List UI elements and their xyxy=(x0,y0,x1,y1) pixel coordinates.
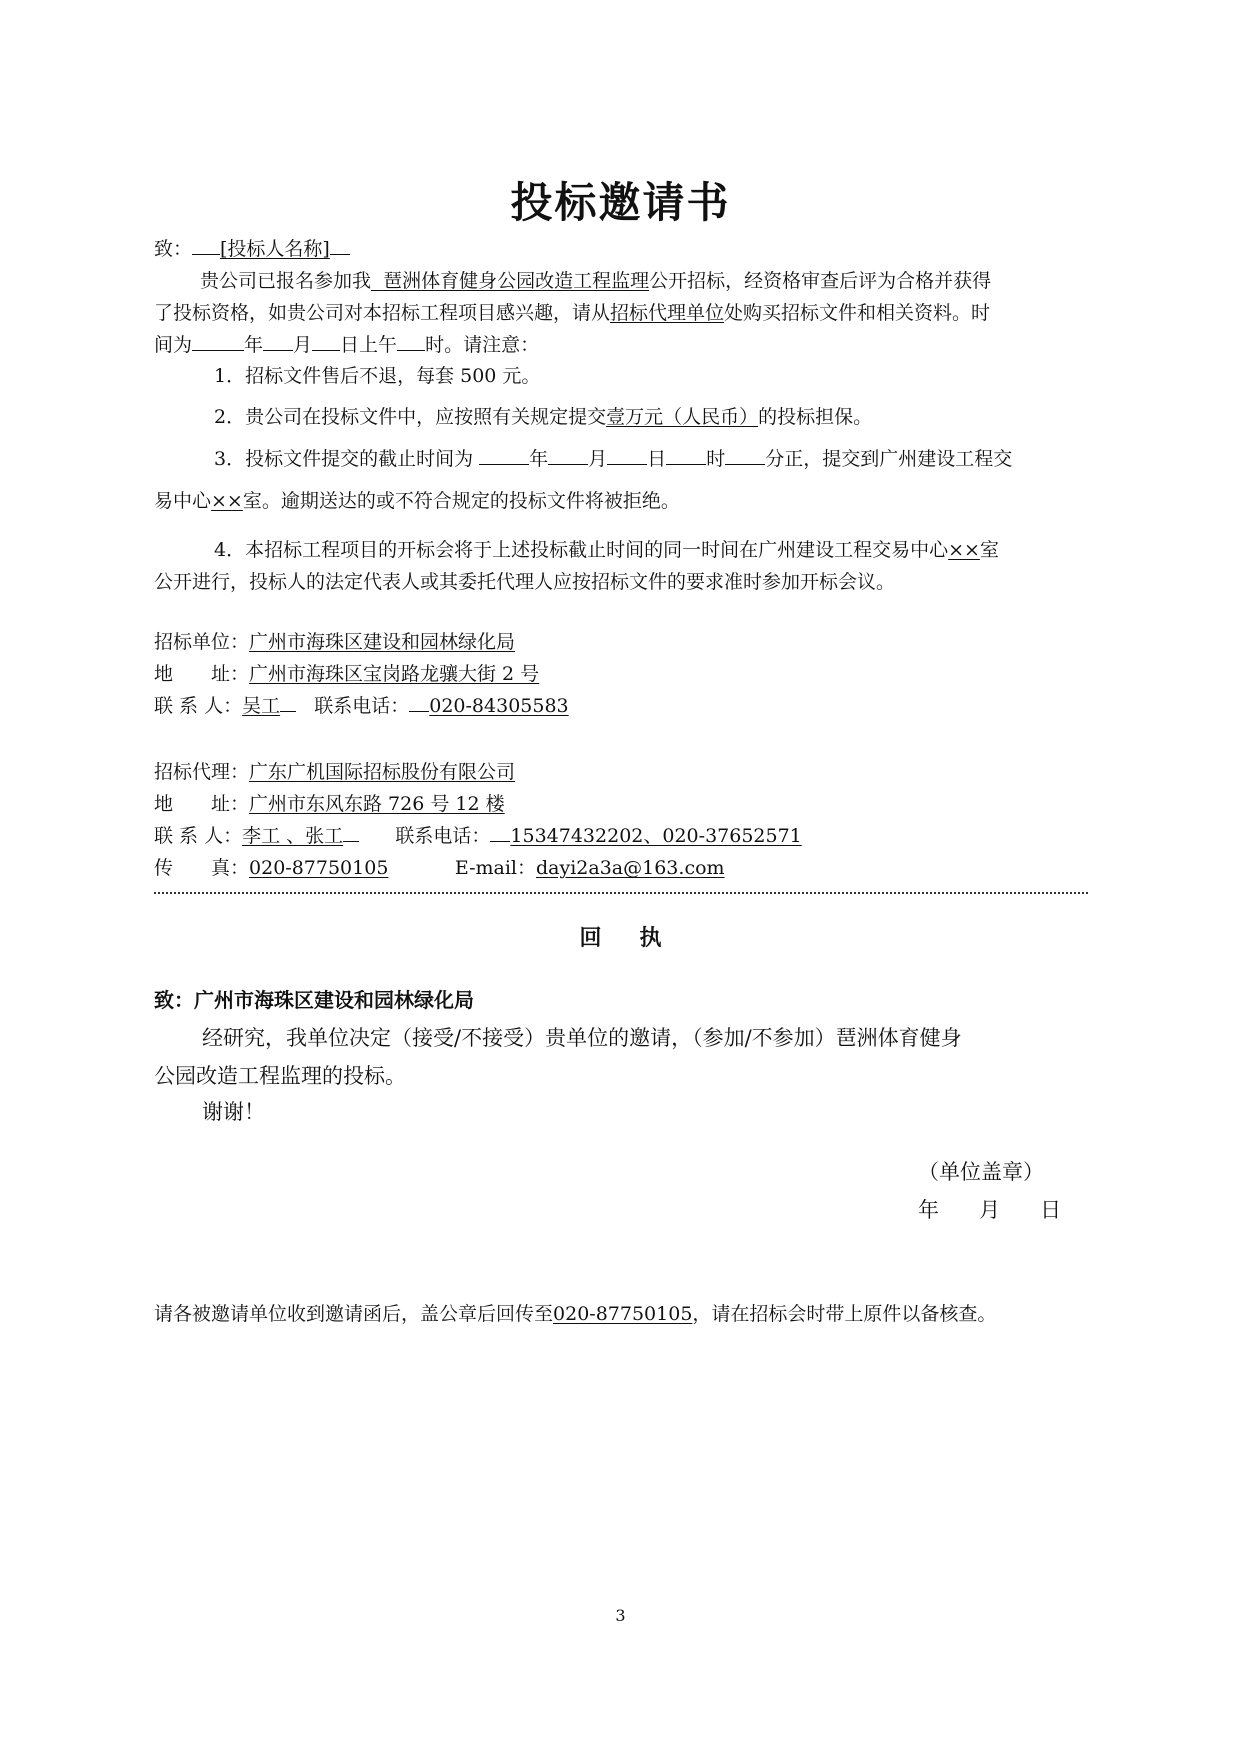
tenderer-address-line: 地 址：广州市海珠区宝岗路龙骧大街 2 号 xyxy=(154,663,540,685)
agent-address: 广州市东风东路 726 号 12 楼 xyxy=(249,793,505,815)
footer-fax: 020-87750105 xyxy=(553,1303,693,1325)
tenderer-phone: 020-84305583 xyxy=(429,695,569,717)
agent-contact-line: 联 系 人：李工 、张工 联系电话： 15347432202、020-37652571 xyxy=(154,822,802,850)
tenderer-contact: 吴工 xyxy=(242,695,281,717)
addressee-value: [投标人名称] xyxy=(220,238,330,260)
note-3-line-2: 易中心××室。逾期送达的或不符合规定的投标文件将被拒绝。 xyxy=(154,490,680,512)
dotted-separator xyxy=(154,892,1088,896)
receipt-date: 年 月 日 xyxy=(918,1198,1062,1222)
tenderer-name-line: 招标单位：广州市海珠区建设和园林绿化局 xyxy=(154,631,516,653)
project-name: 琶洲体育健身公园改造工程监理 xyxy=(383,270,650,292)
receipt-thanks: 谢谢！ xyxy=(202,1100,265,1124)
intro-line-3: 间为 年 月 日上午 时。请注意： xyxy=(154,331,539,359)
intro-line-1: 贵公司已报名参加我 琶洲体育健身公园改造工程监理公开招标，经资格审查后评为合格并获得 xyxy=(200,270,992,292)
agent-unit: 招标代理单位 xyxy=(610,302,725,324)
agent-phone: 15347432202、020-37652571 xyxy=(510,825,802,847)
agent-contact: 李工 、张工 xyxy=(242,825,344,847)
receipt-body-2: 公园改造工程监理的投标。 xyxy=(154,1064,406,1088)
agent-email: dayi2a3a@163.com xyxy=(536,857,725,879)
addressee-label: 致： xyxy=(154,238,193,260)
receipt-addressee: 致：广州市海珠区建设和园林绿化局 xyxy=(154,988,474,1012)
footer-note: 请各被邀请单位收到邀请函后，盖公章后回传至020-87750105，请在招标会时带上原件以备核查。 xyxy=(154,1303,997,1325)
page-number: 3 xyxy=(615,1606,626,1625)
receipt-title: 回执 xyxy=(579,926,700,951)
tenderer-name: 广州市海珠区建设和园林绿化局 xyxy=(249,631,516,653)
seal-label: （单位盖章） xyxy=(918,1160,1044,1184)
tenderer-address: 广州市海珠区宝岗路龙骧大街 2 号 xyxy=(249,663,540,685)
guarantee-amount: 壹万元（人民币） xyxy=(606,406,759,428)
agent-name-line: 招标代理：广东广机国际招标股份有限公司 xyxy=(154,761,516,783)
note-3-line-1: 3．投标文件提交的截止时间为 年 月 日 时 分正，提交到广州建设工程交 xyxy=(214,445,1012,473)
agent-address-line: 地 址：广州市东风东路 726 号 12 楼 xyxy=(154,793,505,815)
agent-fax: 020-87750105 xyxy=(249,857,389,879)
note-4-line-2: 公开进行，投标人的法定代表人或其委托代理人应按招标文件的要求准时参加开标会议。 xyxy=(154,571,896,593)
note-1: 1．招标文件售后不退，每套 500 元。 xyxy=(214,365,541,387)
receipt-body-1: 经研究，我单位决定（接受/不接受）贵单位的邀请，（参加/不参加）琶洲体育健身 xyxy=(202,1026,962,1050)
agent-fax-line: 传 真：020-87750105 E-mail：dayi2a3a@163.com xyxy=(154,857,725,879)
agent-name: 广东广机国际招标股份有限公司 xyxy=(249,761,516,783)
addressee-line xyxy=(154,235,350,263)
note-4-line-1: 4．本招标工程项目的开标会将于上述投标截止时间的同一时间在广州建设工程交易中心××室 xyxy=(214,539,999,561)
document-title: 投标邀请书 xyxy=(510,178,731,227)
tenderer-contact-line: 联 系 人：吴工 联系电话： 020-84305583 xyxy=(154,692,569,720)
intro-line-2: 了投标资格，如贵公司对本招标工程项目感兴趣，请从招标代理单位处购买招标文件和相关资料。时 xyxy=(154,302,991,324)
note-2: 2．贵公司在投标文件中，应按照有关规定提交壹万元（人民币）的投标担保。 xyxy=(214,406,873,428)
